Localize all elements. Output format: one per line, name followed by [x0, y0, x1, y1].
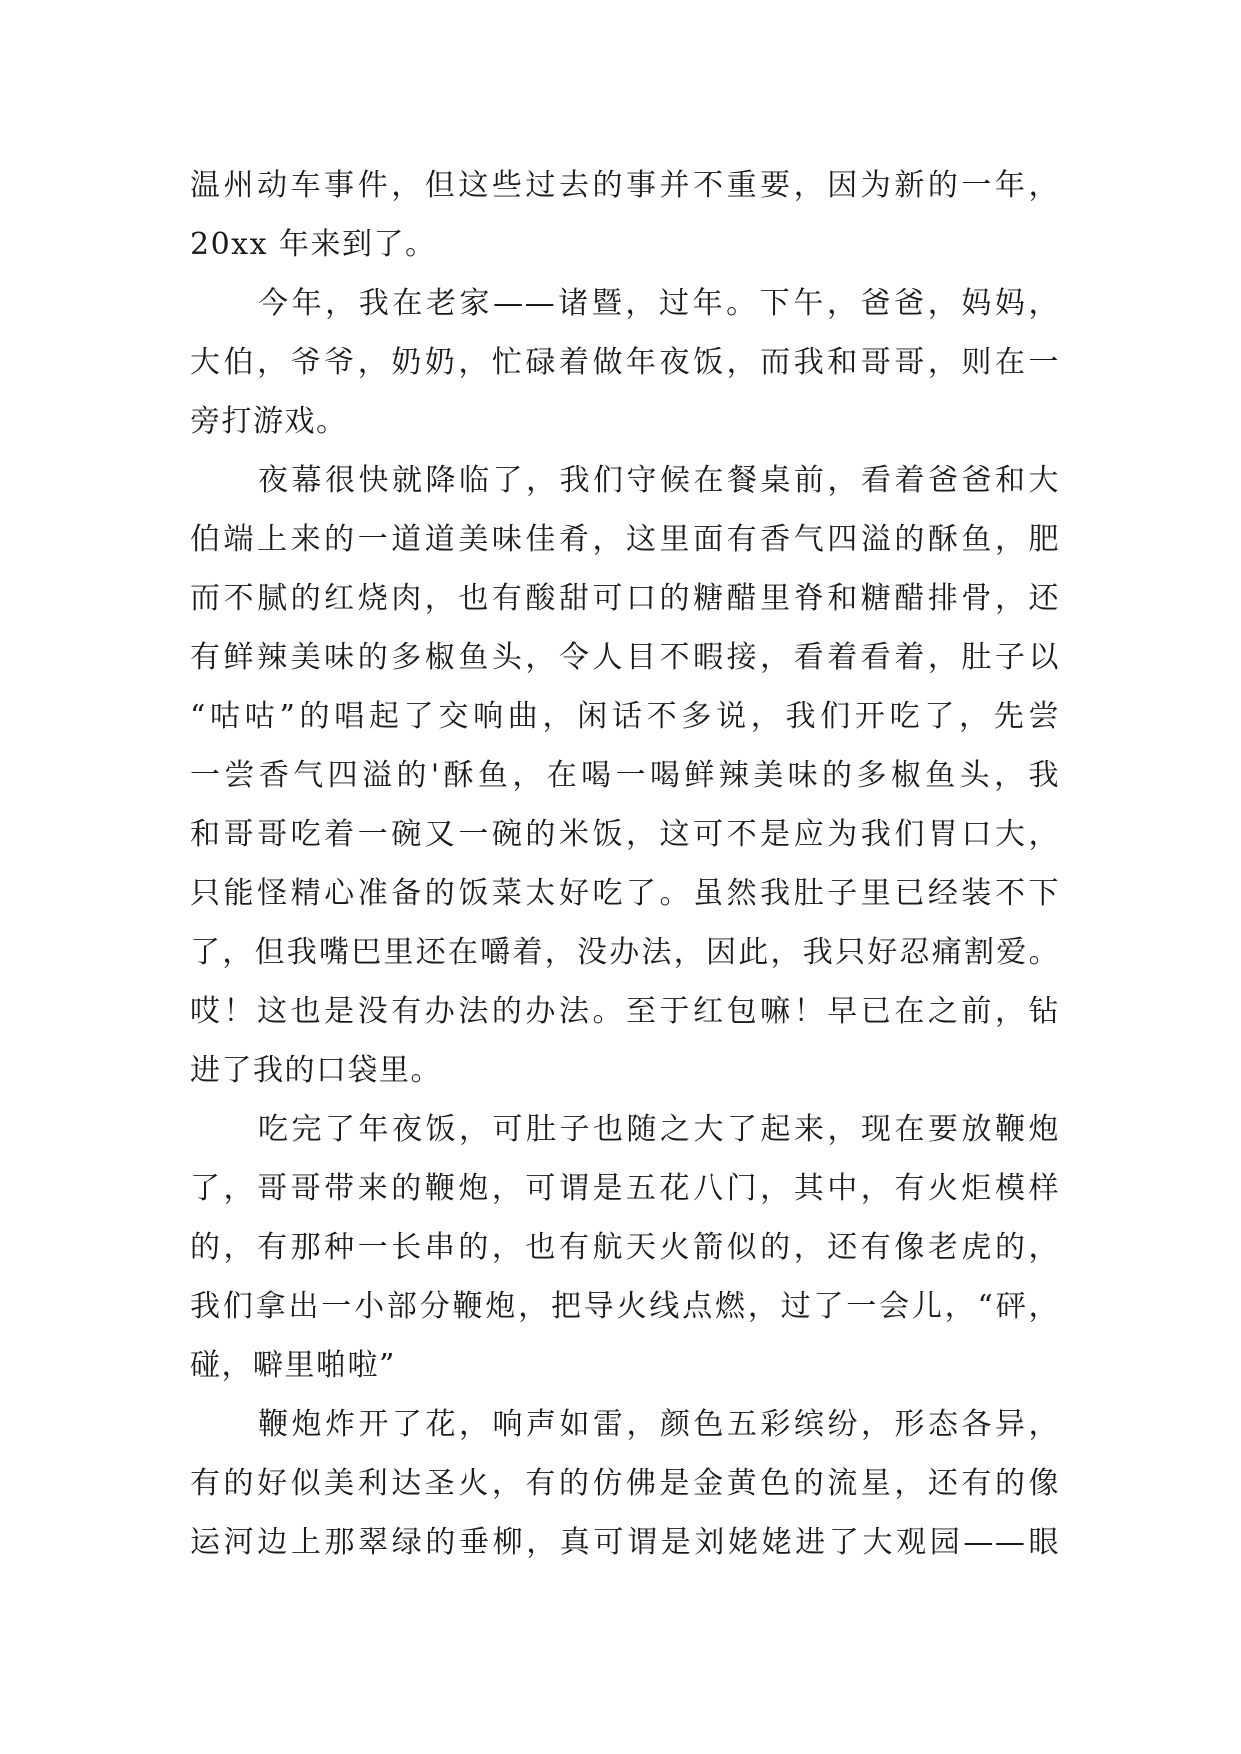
paragraph [190, 156, 1060, 274]
text-line: “咕咕”的唱起了交响曲，闲话不多说，我们开吃了，先尝 [190, 699, 1060, 734]
text-line: 有鲜辣美味的多椒鱼头，令人目不暇接，看着看着，肚子以 [190, 640, 1060, 675]
text-line: 只能怪精心准备的饭菜太好吃了。虽然我肚子里已经装不下 [190, 876, 1060, 911]
text-line: 了，哥哥带来的鞭炮，可谓是五花八门，其中，有火炬模样 [190, 1171, 1060, 1206]
text-line: 我们拿出一小部分鞭炮，把导火线点燃，过了一会儿，“砰， [190, 1289, 1060, 1324]
text-line: 大伯，爷爷，奶奶，忙碌着做年夜饭，而我和哥哥，则在一 [190, 345, 1060, 380]
text-line: 一尝香气四溢的'酥鱼，在喝一喝鲜辣美味的多椒鱼头，我 [190, 758, 1060, 793]
paragraph [190, 274, 1060, 451]
text-line: 20xx 年来到了。 [190, 227, 437, 262]
text-line: 哎！这也是没有办法的办法。至于红包嘛！早已在之前，钻 [190, 994, 1060, 1029]
text-line: 的，有那种一长串的，也有航天火箭似的，还有像老虎的， [190, 1230, 1060, 1265]
text-line: 有的好似美利达圣火，有的仿佛是金黄色的流星，还有的像 [190, 1466, 1060, 1501]
text-line: 伯端上来的一道道美味佳肴，这里面有香气四溢的酥鱼，肥 [190, 522, 1060, 557]
text-line: 进了我的口袋里。 [190, 1053, 442, 1088]
text-line: 吃完了年夜饭，可肚子也随之大了起来，现在要放鞭炮 [258, 1112, 1060, 1147]
paragraph [190, 1395, 1060, 1572]
text-line: 和哥哥吃着一碗又一碗的米饭，这可不是应为我们胃口大， [190, 817, 1060, 852]
paragraph [190, 1100, 1060, 1395]
paragraph [190, 451, 1060, 1100]
text-line: 夜幕很快就降临了，我们守候在餐桌前，看着爸爸和大 [258, 463, 1060, 498]
text-line: 旁打游戏。 [190, 404, 348, 439]
document-body [190, 156, 1060, 1572]
text-line: 了，但我嘴巴里还在嚼着，没办法，因此，我只好忍痛割爱。 [190, 935, 1060, 970]
text-line: 运河边上那翠绿的垂柳，真可谓是刘姥姥进了大观园——眼 [190, 1525, 1060, 1560]
text-line: 碰，噼里啪啦” [190, 1348, 396, 1383]
text-line: 今年，我在老家——诸暨，过年。下午，爸爸，妈妈， [258, 286, 1060, 321]
text-line: 鞭炮炸开了花，响声如雷，颜色五彩缤纷，形态各异， [258, 1407, 1060, 1442]
text-line: 而不腻的红烧肉，也有酸甜可口的糖醋里脊和糖醋排骨，还 [190, 581, 1060, 616]
text-line: 温州动车事件，但这些过去的事并不重要，因为新的一年， [190, 168, 1060, 203]
